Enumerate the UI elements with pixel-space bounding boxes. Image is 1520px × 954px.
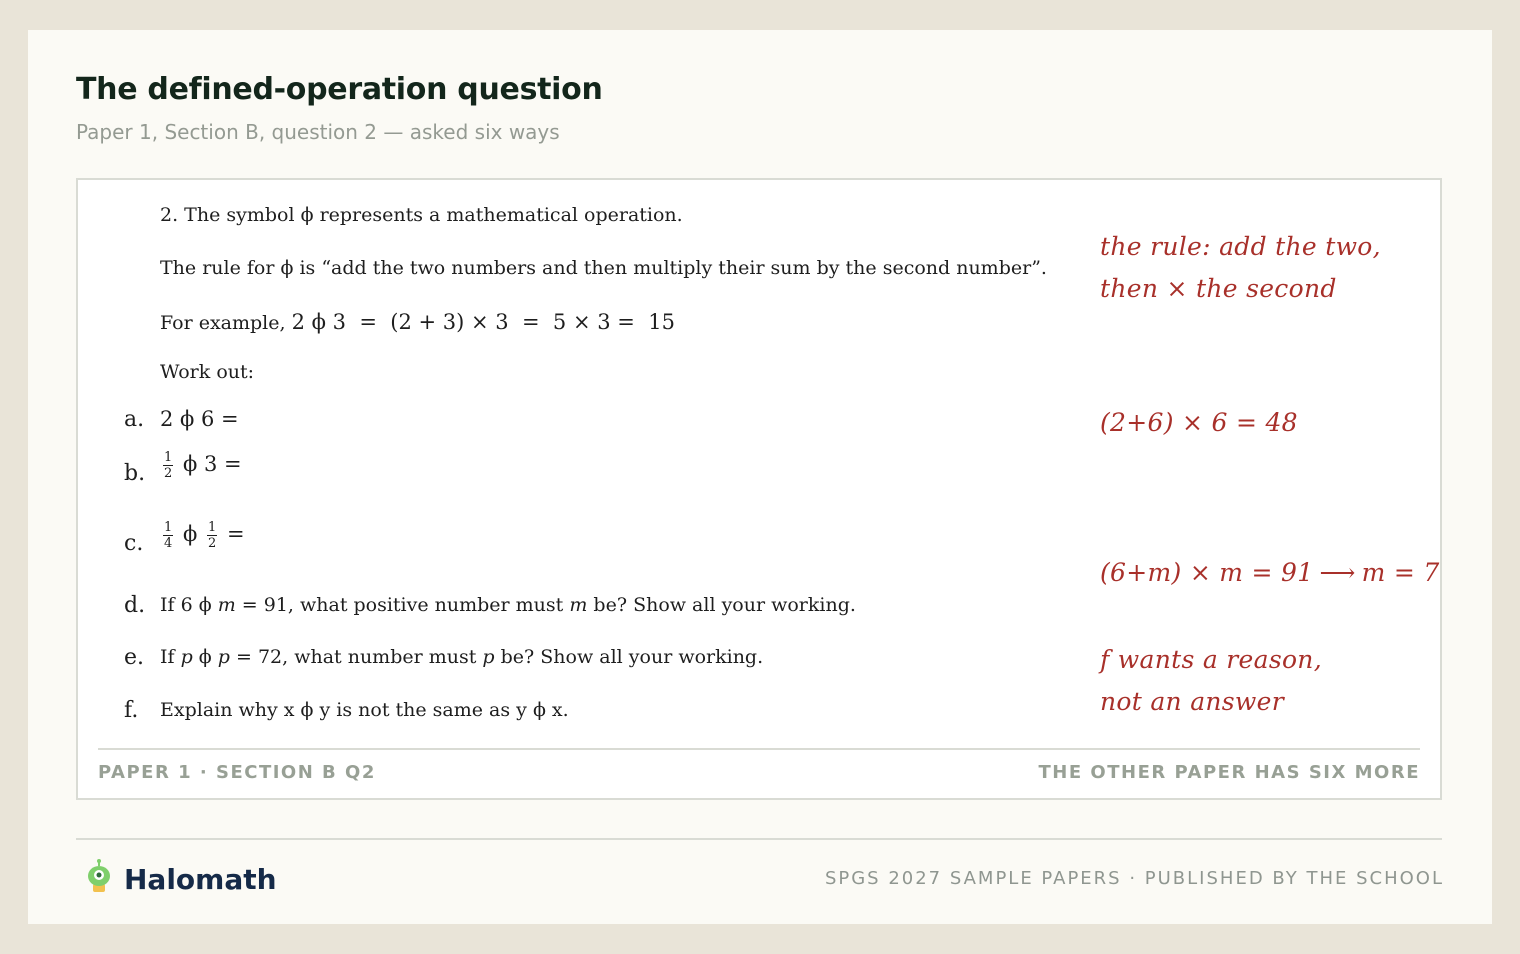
fraction-half <box>207 520 217 551</box>
fraction-half <box>163 450 173 481</box>
robot-mascot-icon <box>84 858 114 901</box>
paper-footer-left: PAPER 1 · SECTION B Q2 <box>98 762 376 783</box>
colophon: SPGS 2027 SAMPLE PAPERS · PUBLISHED BY THE SCHOOL <box>824 868 1444 889</box>
fraction-denominator: 2 <box>164 466 173 481</box>
work-out-label: Work out: <box>160 361 255 383</box>
page-title: The defined-operation question <box>76 72 603 107</box>
question-example <box>160 310 675 334</box>
annotation-part-d-equation: (6+m) × m = 91 <box>1100 558 1314 587</box>
variable-m: m <box>217 594 236 616</box>
part-b-label: b. <box>124 461 146 486</box>
example-prefix: For example, <box>160 312 286 334</box>
part-d-text <box>160 594 856 616</box>
fraction-numerator: 1 <box>207 520 217 535</box>
part-d-pre: If 6 ϕ <box>160 594 218 616</box>
part-b-rest: ϕ 3 = <box>182 452 242 476</box>
brand-logo <box>84 858 277 901</box>
operator-symbol: ϕ <box>182 522 198 546</box>
exam-paper <box>76 178 1442 800</box>
part-a-label: a. <box>124 407 145 432</box>
part-e-pre: If <box>160 646 181 668</box>
brand-name: Halomath <box>124 863 277 896</box>
fraction-numerator: 1 <box>164 450 173 465</box>
page-card <box>28 30 1492 924</box>
annotation-part-a: (2+6) × 6 = 48 <box>1100 408 1298 437</box>
annotation-part-d-result: m = 7 <box>1361 558 1440 587</box>
part-e-text <box>160 646 763 668</box>
part-b-text <box>160 450 242 481</box>
variable-p: p <box>482 646 495 668</box>
equals-sign: = <box>226 522 245 546</box>
part-d-post: be? Show all your working. <box>587 594 856 616</box>
annotation-part-f-line1: f wants a reason, <box>1100 645 1322 674</box>
fraction-denominator: 4 <box>164 536 173 551</box>
arrow-right-icon: ⟶ <box>1319 558 1356 587</box>
part-d-label: d. <box>124 593 146 618</box>
part-c-text <box>160 520 245 551</box>
part-d-mid: = 91, what positive number must <box>235 594 570 616</box>
paper-divider <box>98 748 1420 750</box>
fraction-denominator: 2 <box>207 536 217 551</box>
part-a-text: 2 ϕ 6 = <box>160 407 239 431</box>
part-e-mid: = 72, what number must <box>229 646 483 668</box>
fraction-numerator: 1 <box>164 520 173 535</box>
annotation-rule-line2: then × the second <box>1100 274 1337 303</box>
annotation-part-d <box>1100 558 1440 587</box>
variable-m: m <box>569 594 588 616</box>
example-math: 2 ϕ 3 = (2 + 3) × 3 = 5 × 3 = 15 <box>291 310 675 334</box>
part-e-post: be? Show all your working. <box>494 646 764 668</box>
paper-footer-right: THE OTHER PAPER HAS SIX MORE <box>1038 762 1420 783</box>
question-intro: 2. The symbol ϕ represents a mathematical operation. <box>160 204 683 226</box>
annotation-part-f-line2: not an answer <box>1100 687 1284 716</box>
operator-symbol: ϕ <box>192 646 218 668</box>
page-divider <box>76 838 1442 840</box>
annotation-rule-line1: the rule: add the two, <box>1100 232 1381 261</box>
variable-p: p <box>217 646 230 668</box>
part-c-label: c. <box>124 531 144 556</box>
part-f-text: Explain why x ϕ y is not the same as y ϕ x. <box>160 699 569 721</box>
part-f-label: f. <box>124 698 139 723</box>
variable-p: p <box>180 646 193 668</box>
question-rule: The rule for ϕ is “add the two numbers and then multiply their sum by the second number”. <box>160 257 1047 279</box>
page-subtitle: Paper 1, Section B, question 2 — asked six ways <box>76 120 560 144</box>
fraction-quarter <box>163 520 173 551</box>
part-e-label: e. <box>124 645 145 670</box>
